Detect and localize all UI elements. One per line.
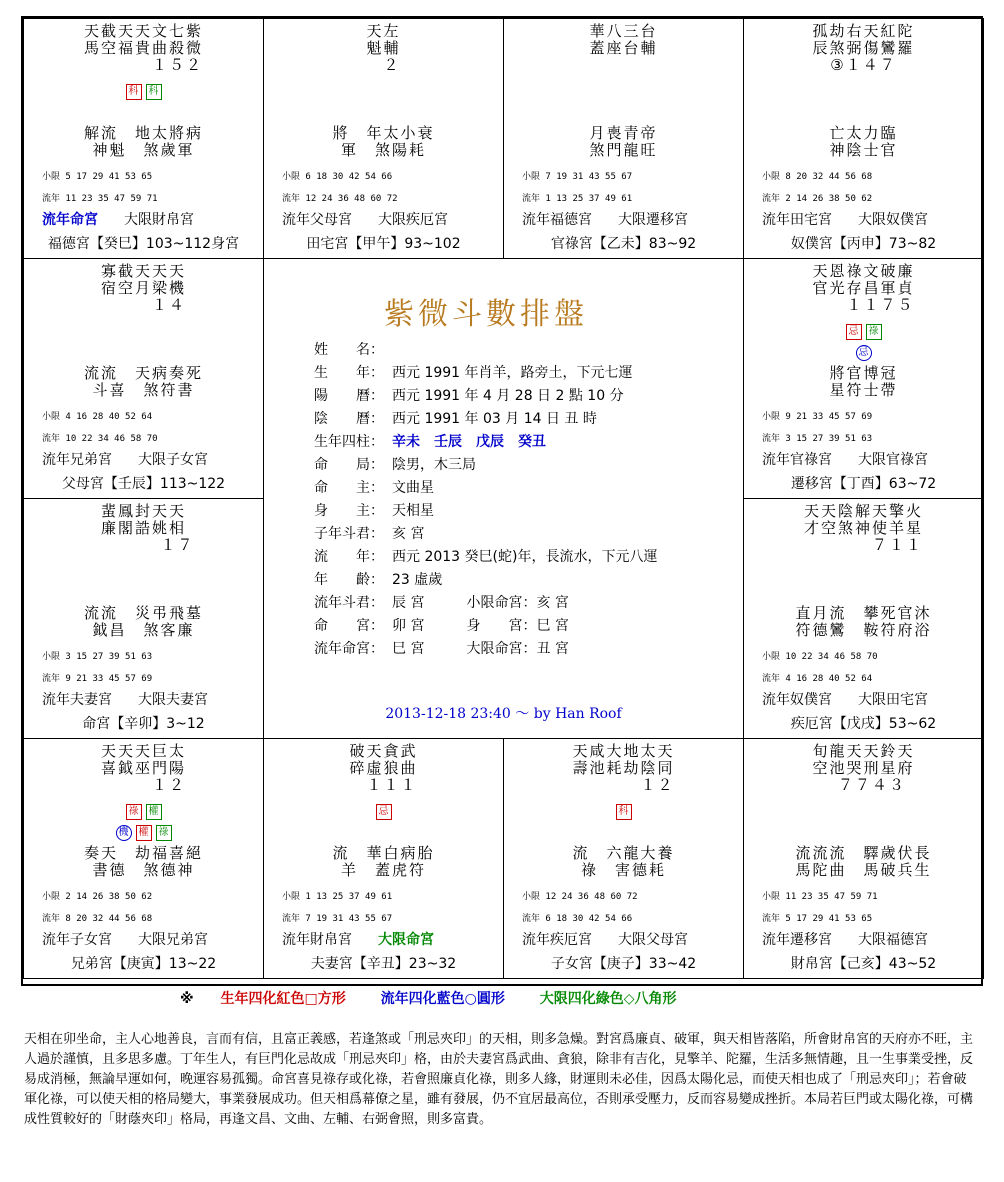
info-key: 陰 曆： xyxy=(314,411,384,427)
palace-cell-wei xyxy=(503,18,744,259)
info-value: 陰男，木三局 xyxy=(392,457,476,473)
major-limit-palace: 大限子女宮 xyxy=(138,452,208,468)
flow-year-palace: 流年福德宮 xyxy=(522,212,592,228)
cell-lim2: 流年 12 24 36 48 60 72 xyxy=(282,194,398,204)
flow-year-palace: 流年兄弟宮 xyxy=(42,452,112,468)
palace-cell-xu xyxy=(743,498,984,739)
info-key: 命 宮： xyxy=(314,618,384,634)
flow-year-palace: 流年財帛宮 xyxy=(282,932,352,948)
cell-lower2: 軍 煞陽耗 xyxy=(340,141,443,159)
cell-num: １４ xyxy=(100,296,186,314)
major-limit-palace: 大限父母宮 xyxy=(618,932,688,948)
info-row xyxy=(314,638,569,658)
cell-stars: 華八三台 xyxy=(589,22,658,40)
cell-lower1: 流流 天病奏死 xyxy=(83,364,203,382)
info-value: 西元 1991 年 03 月 14 日 丑 時 xyxy=(392,411,597,427)
cell-lim2: 流年 3 15 27 39 51 63 xyxy=(762,434,873,444)
cell-stars: 天左 xyxy=(366,22,401,40)
cell-lower2: 煞門龍旺 xyxy=(589,141,658,159)
cell-lim1: 小限 9 21 33 45 57 69 xyxy=(762,412,873,422)
cell-stars: 天天天巨太 xyxy=(100,742,186,760)
cell-lim1: 小限 8 20 32 44 56 68 xyxy=(762,172,873,182)
flow-year-palace: 流年奴僕宮 xyxy=(762,692,832,708)
major-limit-palace: 大限兄弟宮 xyxy=(138,932,208,948)
cell-lim2: 流年 6 18 30 42 54 66 xyxy=(522,914,633,924)
chart-title: 紫微斗數排盤 xyxy=(384,297,588,332)
cell-stars2: 空池哭刑星府 xyxy=(812,759,915,777)
sihua-mark: 權 xyxy=(146,804,162,820)
cell-stars: 天咸大地太天 xyxy=(572,742,675,760)
info-row xyxy=(314,546,657,566)
palace-cell-wu xyxy=(263,18,504,259)
cell-lower1: 將 年太小衰 xyxy=(332,124,435,142)
info-row xyxy=(314,477,434,497)
cell-num: １２ xyxy=(572,776,675,794)
cell-lower1: 直月流 攀死官沐 xyxy=(795,604,932,622)
sihua-mark: 忌 xyxy=(376,804,392,820)
flow-year-palace: 流年田宅宮 xyxy=(762,212,832,228)
info-row xyxy=(314,431,546,451)
sihua-mark: 祿 xyxy=(866,324,882,340)
sihua-mark: 忌 xyxy=(846,324,862,340)
sihua-mark: 科 xyxy=(146,84,162,100)
info-value: 西元 2013 癸巳(蛇)年，長流水，下元八運 xyxy=(392,549,658,565)
palace-name: 子女宮【庚子】33~42 xyxy=(550,956,697,972)
cell-lower2: 馬陀曲 馬破兵生 xyxy=(795,861,932,879)
cell-lim2: 流年 1 13 25 37 49 61 xyxy=(522,194,633,204)
cell-stars2: 官光存昌軍貞 xyxy=(812,279,915,297)
cell-stars2: 辰煞弼傷鸞羅 xyxy=(812,39,915,57)
palace-name: 兄弟宮【庚寅】13~22 xyxy=(70,956,217,972)
major-limit-palace: 大限福德宮 xyxy=(858,932,928,948)
cell-lower1: 亡太力臨 xyxy=(829,124,898,142)
cell-lower2: 羊 蓋虎符 xyxy=(340,861,443,879)
cell-lim2: 流年 10 22 34 46 58 70 xyxy=(42,434,158,444)
cell-num: ７７４３ xyxy=(820,776,906,794)
cell-lim1: 小限 12 24 36 48 60 72 xyxy=(522,892,638,902)
info-key: 身 主： xyxy=(314,503,384,519)
flow-year-palace: 流年父母宮 xyxy=(282,212,352,228)
cell-stars: 天恩祿文破廉 xyxy=(812,262,915,280)
cell-lower2: 祿 害德耗 xyxy=(580,861,683,879)
cell-stars2: 宿空月梁機 xyxy=(100,279,186,297)
info-row xyxy=(314,385,624,405)
info-key: 年 齡： xyxy=(314,572,384,588)
cell-lim1: 小限 11 23 35 47 59 71 xyxy=(762,892,878,902)
cell-lower1: 解流 地太將病 xyxy=(83,124,203,142)
info-key: 流年命宮： xyxy=(314,641,384,657)
info-row xyxy=(314,500,434,520)
info-row xyxy=(314,615,569,635)
palace-cell-shen xyxy=(743,18,984,259)
flow-year-palace: 流年官祿宮 xyxy=(762,452,832,468)
palace-name: 官祿宮【乙未】83~92 xyxy=(550,236,697,252)
major-limit-palace: 大限疾厄宮 xyxy=(378,212,448,228)
info-value: 文曲星 xyxy=(392,480,434,496)
palace-cell-si xyxy=(23,18,264,259)
cell-num: １１７５ xyxy=(812,296,915,314)
palace-name: 命宮【辛卯】3~12 xyxy=(82,716,205,732)
cell-stars: 旬龍天天鈴天 xyxy=(812,742,915,760)
cell-lim2: 流年 5 17 29 41 53 65 xyxy=(762,914,873,924)
info-key: 陽 曆： xyxy=(314,388,384,404)
cell-lim1: 小限 3 15 27 39 51 63 xyxy=(42,652,153,662)
legend-blue: 流年四化藍色○圓形 xyxy=(380,991,505,1007)
major-limit-palace: 大限奴僕宮 xyxy=(858,212,928,228)
info-value: 亥 宮 xyxy=(392,526,425,542)
cell-lim2: 流年 7 19 31 43 55 67 xyxy=(282,914,393,924)
cell-lower2: 符德鸞 鞍符府浴 xyxy=(795,621,932,639)
cell-stars2: 喜鉞巫門陽 xyxy=(100,759,186,777)
flow-year-palace: 流年疾厄宮 xyxy=(522,932,592,948)
cell-lim2: 流年 11 23 35 47 59 71 xyxy=(42,194,158,204)
flow-year-palace: 流年子女宮 xyxy=(42,932,112,948)
info-key: 流 年： xyxy=(314,549,384,565)
cell-num: ③１４７ xyxy=(830,56,897,74)
palace-cell-chou xyxy=(263,738,504,979)
palace-cell-yin xyxy=(23,738,264,979)
flow-year-palace: 流年命宮 xyxy=(42,212,98,228)
cell-num: １２ xyxy=(100,776,186,794)
info-row xyxy=(314,569,442,589)
cell-stars2: 才空煞神使羊星 xyxy=(803,519,923,537)
cell-num: ７１１ xyxy=(803,536,923,554)
cell-lower2: 書德 煞德神 xyxy=(92,861,212,879)
info-value: 辰 宮 小限命宮：亥 宮 xyxy=(392,595,569,611)
info-row xyxy=(314,408,597,428)
cell-stars2: 馬空福貴曲殺微 xyxy=(83,39,203,57)
cell-stars2: 蓋座台輔 xyxy=(589,39,658,57)
cell-lower1: 流流 災弔飛墓 xyxy=(83,604,203,622)
info-value: 辛未 壬辰 戊辰 癸丑 xyxy=(392,434,546,450)
sihua-mark: 祿 xyxy=(126,804,142,820)
info-key: 姓 名： xyxy=(314,342,384,358)
palace-name: 父母宮【壬辰】113~122 xyxy=(61,476,226,492)
palace-name: 奴僕宮【丙申】73~82 xyxy=(790,236,937,252)
info-row xyxy=(314,339,392,359)
info-value: 天相星 xyxy=(392,503,434,519)
info-value: 巳 宮 大限命宮：丑 宮 xyxy=(392,641,569,657)
cell-lim1: 小限 5 17 29 41 53 65 xyxy=(42,172,153,182)
cell-lim1: 小限 10 22 34 46 58 70 xyxy=(762,652,878,662)
sihua-mark: 科 xyxy=(126,84,142,100)
ziwei-chart xyxy=(21,16,983,986)
legend-red: 生年四化紅色□方形 xyxy=(220,991,346,1007)
palace-cell-mao xyxy=(23,498,264,739)
sihua-mark: 忌 xyxy=(856,345,872,361)
cell-stars2: 魁輔 xyxy=(366,39,401,57)
legend-green: 大限四化綠色◇八角形 xyxy=(539,991,677,1007)
cell-lower1: 奏天 劫福喜絕 xyxy=(83,844,203,862)
cell-stars: 破天貪武 xyxy=(349,742,418,760)
info-value: 西元 1991 年肖羊，路旁土，下元七運 xyxy=(392,365,633,381)
major-limit-palace: 大限遷移宮 xyxy=(618,212,688,228)
cell-num: １５２ xyxy=(83,56,203,74)
cell-lim1: 小限 2 14 26 38 50 62 xyxy=(42,892,153,902)
cell-num: １７ xyxy=(92,536,195,554)
sihua-mark: 科 xyxy=(616,804,632,820)
cell-stars2: 碎虛狼曲 xyxy=(349,759,418,777)
cell-lower1: 流 六龍大養 xyxy=(572,844,675,862)
cell-lower1: 流流流 驛歲伏長 xyxy=(795,844,932,862)
info-row xyxy=(314,592,569,612)
cell-stars2: 壽池耗劫陰同 xyxy=(572,759,675,777)
cell-lim1: 小限 6 18 30 42 54 66 xyxy=(282,172,393,182)
palace-name: 疾厄宮【戊戌】53~62 xyxy=(790,716,937,732)
info-row xyxy=(314,362,633,382)
sihua-mark: 權 xyxy=(136,825,152,841)
cell-lower2: 神陰士官 xyxy=(829,141,898,159)
info-value: 西元 1991 年 4 月 28 日 2 點 10 分 xyxy=(392,388,624,404)
interpretation-paragraph: 天相在卯坐命，主人心地善良，言而有信，且富正義感，若逢煞或「刑忌夾印」的天相，則多急燥。對宮爲廉貞、破軍，與天相皆落陷，所會財帛宮的天府亦不旺，主人過於謹慎，且多思多慮。丁年生人，有巨門化忌故成「刑忌夾印」格，由於夫妻宮爲武曲、貪狼，除非有吉化，見擎羊、陀羅，生活多無情趣，且一生事業受挫，反易成消極，無論早運如何，晚運容易孤獨。命宮喜見祿存或化祿，若會照廉貞化祿，則多人緣，財運則未必佳，因爲太陽化忌，而使天相也成了「刑忌夾印」；若會破軍化祿，可以使天相的格局變大，事業發展成功。但天相爲幕僚之星，雖有發展，仍不宜居最高位，否則承受壓力，反而容易變成挫折。本局若巨門或太陽化祿，可構成性質較好的「財蔭夾印」格局，再逢文昌、文曲、左輔、右弼會照，則多富貴。 xyxy=(24,1032,974,1127)
info-row xyxy=(314,523,424,543)
cell-stars: 天截天天文七紫 xyxy=(83,22,203,40)
cell-lower1: 流 華白病胎 xyxy=(332,844,435,862)
major-limit-palace: 大限官祿宮 xyxy=(858,452,928,468)
cell-num: ２ xyxy=(366,56,401,74)
legend xyxy=(180,988,676,1008)
cell-lower1: 將官博冠 xyxy=(829,364,898,382)
major-limit-palace: 大限田宅宮 xyxy=(858,692,928,708)
palace-name: 夫妻宮【辛丑】23~32 xyxy=(310,956,457,972)
cell-lim2: 流年 4 16 28 40 52 64 xyxy=(762,674,873,684)
sihua-mark: 祿 xyxy=(156,825,172,841)
palace-cell-hai xyxy=(743,738,984,979)
cell-lower1: 月喪青帝 xyxy=(589,124,658,142)
palace-name: 福德宮【癸巳】103~112身宮 xyxy=(47,236,240,252)
cell-lower2: 斗喜 煞符書 xyxy=(92,381,212,399)
cell-stars: 蜚鳳封天天 xyxy=(100,502,186,520)
info-value: 卯 宮 身 宮：巳 宮 xyxy=(392,618,569,634)
cell-stars: 天天陰解天擎火 xyxy=(803,502,923,520)
major-limit-palace: 大限財帛宮 xyxy=(124,212,194,228)
cell-lim1: 小限 7 19 31 43 55 67 xyxy=(522,172,633,182)
cell-lower2: 鉞昌 煞客廉 xyxy=(92,621,212,639)
info-key: 流年斗君： xyxy=(314,595,384,611)
cell-stars: 孤劫右天紅陀 xyxy=(812,22,915,40)
center-panel xyxy=(263,258,744,739)
palace-name: 財帛宮【己亥】43~52 xyxy=(790,956,937,972)
info-key: 生年四柱： xyxy=(314,434,384,450)
cell-lim2: 流年 2 14 26 38 50 62 xyxy=(762,194,873,204)
cell-lim2: 流年 8 20 32 44 56 68 xyxy=(42,914,153,924)
cell-lower2: 星符士帶 xyxy=(829,381,898,399)
palace-name: 遷移宮【丁酉】63~72 xyxy=(790,476,937,492)
footer-timestamp: 2013-12-18 23:40 ～ by Han Roof xyxy=(385,706,622,722)
cell-stars2: 廉閣誥姚相 xyxy=(100,519,186,537)
info-value: 23 虛歲 xyxy=(392,572,443,588)
palace-cell-chen xyxy=(23,258,264,499)
legend-mark: ※ xyxy=(180,991,194,1007)
flow-year-palace: 流年遷移宮 xyxy=(762,932,832,948)
info-key: 生 年： xyxy=(314,365,384,381)
major-limit-palace: 大限命宮 xyxy=(378,932,434,948)
info-key: 子年斗君： xyxy=(314,526,384,542)
cell-lim1: 小限 1 13 25 37 49 61 xyxy=(282,892,393,902)
sihua-mark: 機 xyxy=(116,825,132,841)
cell-lower2: 神魁 煞歲軍 xyxy=(92,141,212,159)
info-key: 命 局： xyxy=(314,457,384,473)
cell-stars: 寡截天天天 xyxy=(100,262,186,280)
palace-cell-zi xyxy=(503,738,744,979)
cell-lim2: 流年 9 21 33 45 57 69 xyxy=(42,674,153,684)
major-limit-palace: 大限夫妻宮 xyxy=(138,692,208,708)
info-key: 命 主： xyxy=(314,480,384,496)
cell-lim1: 小限 4 16 28 40 52 64 xyxy=(42,412,153,422)
cell-num: １１１ xyxy=(349,776,418,794)
palace-name: 田宅宮【甲午】93~102 xyxy=(306,236,461,252)
palace-cell-you xyxy=(743,258,984,499)
flow-year-palace: 流年夫妻宮 xyxy=(42,692,112,708)
info-row xyxy=(314,454,476,474)
